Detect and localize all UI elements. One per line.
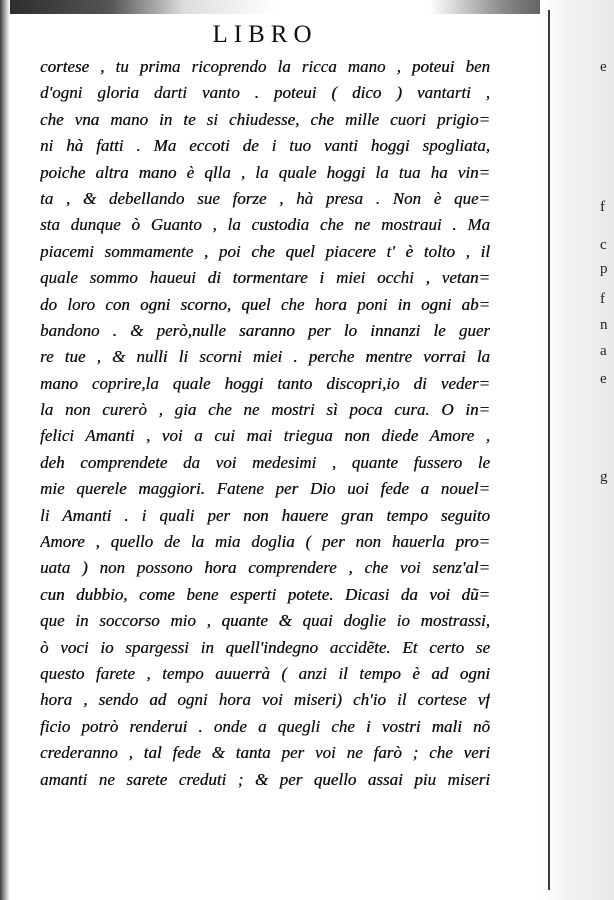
book-page bbox=[40, 14, 490, 793]
bleed-mark: f bbox=[600, 199, 605, 215]
text-line: bandono . & però,nulle saranno per lo innanzi le guer bbox=[40, 320, 490, 340]
bleed-mark: a bbox=[600, 343, 607, 359]
bleed-mark: p bbox=[600, 261, 608, 277]
text-line: que in soccorso mio , quante & quai doglie io mostrassi, bbox=[40, 611, 490, 631]
scan-left-edge bbox=[0, 0, 10, 900]
text-line: do loro con ogni scorno, quel che hora poni in ogni ab= bbox=[40, 294, 490, 314]
text-line: cun dubbio, come bene esperti potete. Dicasi da voi dũ= bbox=[40, 584, 490, 604]
text-line: re tue , & nulli li scorni miei . perche mentre vorrai la bbox=[40, 347, 490, 367]
text-line: ficio potrò renderui . onde a quegli che i vostri mali nõ bbox=[40, 716, 490, 736]
text-line: poiche altra mano è qlla , la quale hoggi la tua ha vin= bbox=[40, 162, 490, 182]
bleed-mark: f bbox=[600, 291, 605, 307]
text-line: sta dunque ò Guanto , la custodia che ne mostraui . Ma bbox=[40, 215, 490, 235]
text-line: quale sommo haueui di tormentare i miei occhi , vetan= bbox=[40, 268, 490, 288]
facing-page-margin bbox=[540, 0, 614, 900]
page-edge-line bbox=[548, 10, 550, 890]
text-line: ni hà fatti . Ma eccoti de i tuo vanti hoggi spogliata, bbox=[40, 136, 490, 156]
text-line: che vna mano in te si chiudesse, che mille cuori prigio= bbox=[40, 109, 490, 129]
text-line: ta , & debellando sue forze , hà presa . Non è que= bbox=[40, 188, 490, 208]
text-line: d'ogni gloria darti vanto . poteui ( dico ) vantarti , bbox=[40, 83, 490, 103]
text-line: ò voci io spargessi in quell'indegno accidẽte. Et certo se bbox=[40, 637, 490, 657]
text-line: li Amanti . i quali per non hauere gran tempo seguito bbox=[40, 505, 490, 525]
text-line: questo farete , tempo auuerrà ( anzi il tempo è ad ogni bbox=[40, 663, 490, 683]
text-line: amanti ne sarete creduti ; & per quello assai piu miseri bbox=[40, 769, 490, 789]
text-line: hora , sendo ad ogni hora voi miseri) ch'io il cortese vf bbox=[40, 690, 490, 710]
text-line: Amore , quello de la mia doglia ( per non hauerla pro= bbox=[40, 532, 490, 552]
text-line: deh comprendete da voi medesimi , quante fussero le bbox=[40, 452, 490, 472]
bleed-mark: g bbox=[600, 469, 608, 485]
text-line: mie querele maggiori. Fatene per Dio uoi fede a nouel= bbox=[40, 479, 490, 499]
bleed-mark: c bbox=[600, 237, 607, 253]
text-line: la non curerò , gia che ne mostri sì poca cura. O in= bbox=[40, 400, 490, 420]
body-text bbox=[40, 54, 490, 793]
text-line: mano coprire,la quale hoggi tanto discopri,io di veder= bbox=[40, 373, 490, 393]
scan-top-edge bbox=[0, 0, 614, 14]
text-line: cortese , tu prima ricoprendo la ricca mano , poteui ben bbox=[40, 57, 490, 76]
text-line: felici Amanti , voi a cui mai triegua non diede Amore , bbox=[40, 426, 490, 446]
bleed-mark: e bbox=[600, 59, 607, 75]
text-line: crederanno , tal fede & tanta per voi ne farò ; che veri bbox=[40, 743, 490, 763]
bleed-mark: e bbox=[600, 371, 607, 387]
bleed-mark: n bbox=[600, 317, 608, 333]
text-line: uata ) non possono hora comprendere , che voi senz'al= bbox=[40, 558, 490, 578]
text-line: piacemi sommamente , poi che quel piacere t' è tolto , il bbox=[40, 241, 490, 261]
running-head: LIBRO bbox=[212, 21, 318, 48]
